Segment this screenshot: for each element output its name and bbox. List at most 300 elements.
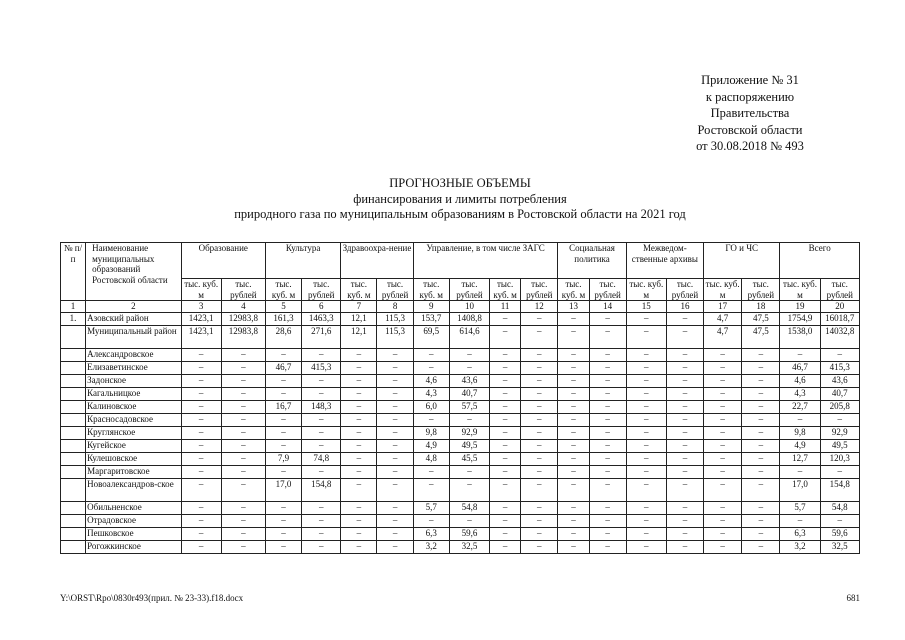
table-row (61, 439, 860, 452)
table-cell: 4,9 (780, 439, 820, 452)
table-row (61, 413, 860, 426)
column-number: 2 (86, 301, 181, 313)
header-units-row (61, 279, 860, 301)
table-cell: – (265, 413, 301, 426)
row-number (61, 540, 86, 553)
row-number: 1. (61, 312, 86, 325)
unit-volume-header: тыс. куб. м (780, 279, 820, 301)
table-cell: – (626, 501, 666, 514)
table-cell: – (626, 400, 666, 413)
appendix-line: от 30.08.2018 № 493 (696, 139, 804, 153)
table-cell: 1408,8 (449, 312, 489, 325)
table-row (61, 478, 860, 501)
row-number (61, 374, 86, 387)
table-cell: – (704, 413, 742, 426)
table-cell: – (626, 413, 666, 426)
table-cell: 57,5 (449, 400, 489, 413)
table-cell: – (558, 325, 589, 348)
table-cell: – (704, 426, 742, 439)
table-cell: – (377, 361, 413, 374)
table-cell: 415,3 (820, 361, 859, 374)
table-cell: 4,8 (413, 452, 449, 465)
table-cell: – (341, 400, 377, 413)
header-group-total: Всего (780, 243, 860, 279)
table-cell: – (490, 312, 521, 325)
table-cell: – (704, 374, 742, 387)
table-cell: – (221, 527, 265, 540)
municipality-name: Кагальницкое (86, 387, 181, 400)
table-cell: 12,1 (341, 312, 377, 325)
table-cell: – (413, 478, 449, 501)
table-row (61, 501, 860, 514)
table-cell: – (221, 400, 265, 413)
table-cell: – (521, 540, 558, 553)
table-cell: – (341, 514, 377, 527)
table-row (61, 452, 860, 465)
table-cell: – (302, 501, 341, 514)
appendix-line: Ростовской области (697, 122, 803, 137)
table-cell: – (820, 413, 859, 426)
table-cell: – (265, 465, 301, 478)
table-cell: – (181, 413, 221, 426)
table-cell: – (490, 501, 521, 514)
table-cell: 46,7 (265, 361, 301, 374)
table-cell: – (558, 387, 589, 400)
table-row (61, 465, 860, 478)
table-cell: – (490, 325, 521, 348)
table-cell: – (302, 374, 341, 387)
table-cell: – (413, 361, 449, 374)
table-cell: – (490, 413, 521, 426)
table-cell: 6,3 (413, 527, 449, 540)
table-cell: – (626, 439, 666, 452)
table-cell: 5,7 (780, 501, 820, 514)
header-groups-row (61, 243, 860, 279)
table-cell: – (490, 400, 521, 413)
table-cell: – (181, 400, 221, 413)
column-number: 8 (377, 301, 413, 313)
table-cell: – (589, 514, 626, 527)
table-cell: – (341, 465, 377, 478)
header-group-administration: Управление, в том числе ЗАГС (413, 243, 558, 279)
table-cell: – (666, 400, 703, 413)
table-cell: – (626, 361, 666, 374)
table-cell: – (704, 465, 742, 478)
table-cell: – (666, 387, 703, 400)
table-cell: – (413, 465, 449, 478)
table-cell: – (666, 514, 703, 527)
table-cell: 1423,1 (181, 325, 221, 348)
table-row (61, 374, 860, 387)
column-number: 6 (302, 301, 341, 313)
table-cell: – (742, 478, 780, 501)
table-cell: 46,7 (780, 361, 820, 374)
table-cell: 47,5 (742, 325, 780, 348)
table-cell: 1463,3 (302, 312, 341, 325)
table-cell: – (742, 452, 780, 465)
table-cell: 12,7 (780, 452, 820, 465)
table-cell: – (589, 439, 626, 452)
table-cell: – (521, 374, 558, 387)
table-cell: – (558, 478, 589, 501)
table-cell: – (521, 312, 558, 325)
table-cell: – (521, 348, 558, 361)
table-cell: – (589, 387, 626, 400)
gas-limits-table (60, 242, 860, 554)
table-cell: – (666, 501, 703, 514)
table-cell: – (181, 514, 221, 527)
table-cell: – (341, 439, 377, 452)
table-cell: 205,8 (820, 400, 859, 413)
table-cell: 154,8 (820, 478, 859, 501)
row-number (61, 514, 86, 527)
table-cell: – (449, 361, 489, 374)
table-cell: – (589, 413, 626, 426)
table-cell: – (666, 374, 703, 387)
table-cell: – (589, 540, 626, 553)
table-cell: – (521, 325, 558, 348)
table-cell: – (626, 312, 666, 325)
table-cell: – (221, 426, 265, 439)
table-cell: – (490, 361, 521, 374)
table-cell: – (589, 527, 626, 540)
table-cell: – (181, 387, 221, 400)
column-numbers-row (61, 301, 860, 313)
municipality-name: Калиновское (86, 400, 181, 413)
table-cell: – (626, 348, 666, 361)
document-title (60, 176, 860, 223)
title-line-3: природного газа по муниципальным образованиям в Ростовской области на 2021 год (234, 207, 686, 221)
table-cell: 6,0 (413, 400, 449, 413)
table-cell: 1538,0 (780, 325, 820, 348)
municipality-name: Рогожкинское (86, 540, 181, 553)
column-number: 1 (61, 301, 86, 313)
table-cell: – (490, 527, 521, 540)
header-group-archives: Межведом-ственные архивы (626, 243, 703, 279)
table-cell: 32,5 (449, 540, 489, 553)
table-cell: 9,8 (413, 426, 449, 439)
column-number: 18 (742, 301, 780, 313)
table-cell: – (521, 501, 558, 514)
table-cell: – (377, 400, 413, 413)
table-cell: – (377, 501, 413, 514)
table-cell: – (490, 426, 521, 439)
header-group-health: Здравоохра-нение (341, 243, 413, 279)
table-cell: – (265, 426, 301, 439)
table-cell: – (780, 465, 820, 478)
row-number (61, 400, 86, 413)
table-cell: – (265, 540, 301, 553)
table-cell: 69,5 (413, 325, 449, 348)
table-cell: – (589, 348, 626, 361)
table-cell: – (742, 413, 780, 426)
table-cell: 32,5 (820, 540, 859, 553)
table-cell: – (704, 514, 742, 527)
row-number (61, 387, 86, 400)
table-cell: – (626, 527, 666, 540)
table-cell: – (221, 501, 265, 514)
table-cell: – (558, 413, 589, 426)
column-number: 10 (449, 301, 489, 313)
table-cell: 4,6 (413, 374, 449, 387)
unit-money-header: тыс. рублей (521, 279, 558, 301)
table-cell: – (181, 465, 221, 478)
table-cell: 43,6 (820, 374, 859, 387)
table-cell: – (377, 426, 413, 439)
table-cell: – (780, 514, 820, 527)
table-cell: – (302, 387, 341, 400)
table-cell: – (704, 527, 742, 540)
table-cell: 59,6 (449, 527, 489, 540)
unit-volume-header: тыс. куб. м (490, 279, 521, 301)
table-cell: 12983,8 (221, 312, 265, 325)
table-cell: – (341, 501, 377, 514)
table-cell: – (666, 465, 703, 478)
column-number: 5 (265, 301, 301, 313)
table-cell: – (589, 426, 626, 439)
table-cell: – (181, 478, 221, 501)
table-cell: – (780, 348, 820, 361)
table-cell: – (589, 361, 626, 374)
table-cell: – (181, 527, 221, 540)
table-cell: – (377, 540, 413, 553)
page-number: 681 (846, 593, 860, 603)
unit-money-header: тыс. рублей (449, 279, 489, 301)
unit-money-header: тыс. рублей (221, 279, 265, 301)
table-cell: – (341, 426, 377, 439)
municipality-name: Новоалександров-ское (86, 478, 181, 501)
table-row (61, 348, 860, 361)
column-number: 13 (558, 301, 589, 313)
table-cell: – (558, 374, 589, 387)
table-cell: – (626, 514, 666, 527)
row-number (61, 501, 86, 514)
table-cell: – (780, 413, 820, 426)
table-cell: – (265, 374, 301, 387)
appendix-stamp (640, 72, 860, 155)
table-cell: – (666, 452, 703, 465)
header-group-social: Социальная политика (558, 243, 626, 279)
row-number (61, 426, 86, 439)
appendix-line: к распоряжению (705, 89, 795, 104)
table-cell: – (704, 361, 742, 374)
table-cell: – (302, 413, 341, 426)
table-cell: – (521, 514, 558, 527)
table-cell: – (742, 501, 780, 514)
table-cell: – (521, 426, 558, 439)
table-cell: 54,8 (820, 501, 859, 514)
table-cell: 6,3 (780, 527, 820, 540)
table-cell: – (265, 387, 301, 400)
table-cell: 120,3 (820, 452, 859, 465)
table-cell: – (742, 514, 780, 527)
table-cell: – (820, 465, 859, 478)
table-cell: – (181, 361, 221, 374)
table-cell: – (589, 478, 626, 501)
table-cell: – (449, 465, 489, 478)
column-number: 15 (626, 301, 666, 313)
column-number: 4 (221, 301, 265, 313)
table-cell: – (341, 478, 377, 501)
municipality-name: Елизаветинское (86, 361, 181, 374)
table-cell: – (341, 540, 377, 553)
table-cell: – (341, 452, 377, 465)
table-cell: – (666, 439, 703, 452)
table-cell: – (558, 527, 589, 540)
table-cell: – (666, 478, 703, 501)
municipality-name: Отрадовское (86, 514, 181, 527)
table-cell: – (742, 387, 780, 400)
table-cell: 4,7 (704, 312, 742, 325)
table-row (61, 514, 860, 527)
table-cell: – (521, 400, 558, 413)
table-cell: – (521, 527, 558, 540)
row-number (61, 439, 86, 452)
row-number (61, 478, 86, 501)
municipality-name: Красносадовское (86, 413, 181, 426)
municipality-name: Маргаритовское (86, 465, 181, 478)
table-cell: – (265, 527, 301, 540)
row-number (61, 465, 86, 478)
table-cell: 49,5 (449, 439, 489, 452)
table-cell: 22,7 (780, 400, 820, 413)
table-cell: – (666, 325, 703, 348)
table-cell: 92,9 (449, 426, 489, 439)
table-row (61, 426, 860, 439)
municipality-name: Кугейское (86, 439, 181, 452)
table-cell: 49,5 (820, 439, 859, 452)
table-cell: – (666, 413, 703, 426)
table-cell: 7,9 (265, 452, 301, 465)
table-cell: – (302, 540, 341, 553)
table-cell: – (742, 361, 780, 374)
header-no: № п/п (61, 243, 86, 301)
column-number: 16 (666, 301, 703, 313)
unit-volume-header: тыс. куб. м (181, 279, 221, 301)
table-cell: – (265, 514, 301, 527)
table-cell: 415,3 (302, 361, 341, 374)
table-cell: – (181, 452, 221, 465)
footer-file-path: Y:\ORST\Rpo\0830r493(прил. № 23-33).f18.docx (60, 593, 244, 603)
column-number: 9 (413, 301, 449, 313)
unit-money-header: тыс. рублей (377, 279, 413, 301)
unit-money-header: тыс. рублей (589, 279, 626, 301)
table-cell: 4,9 (413, 439, 449, 452)
table-cell: – (377, 527, 413, 540)
table-cell: – (377, 439, 413, 452)
table-cell: – (490, 465, 521, 478)
table-cell: 16018,7 (820, 312, 859, 325)
table-cell: – (704, 501, 742, 514)
table-cell: – (742, 439, 780, 452)
header-group-civil-defense: ГО и ЧС (704, 243, 780, 279)
unit-money-header: тыс. рублей (820, 279, 859, 301)
table-cell: – (449, 413, 489, 426)
table-cell: – (490, 540, 521, 553)
table-cell: – (341, 348, 377, 361)
municipality-name: Пешковское (86, 527, 181, 540)
table-cell: – (377, 374, 413, 387)
table-cell: – (626, 465, 666, 478)
table-cell: 154,8 (302, 478, 341, 501)
table-cell: 12,1 (341, 325, 377, 348)
row-number (61, 348, 86, 361)
table-cell: – (558, 361, 589, 374)
unit-money-header: тыс. рублей (666, 279, 703, 301)
table-cell: 271,6 (302, 325, 341, 348)
table-cell: 14032,8 (820, 325, 859, 348)
municipality-name: Александровское (86, 348, 181, 361)
table-cell: – (521, 413, 558, 426)
table-cell: – (377, 387, 413, 400)
table-cell: – (521, 439, 558, 452)
table-cell: – (302, 348, 341, 361)
table-body (61, 312, 860, 553)
header-name: Наименование муниципальных образований Ростовской области (86, 243, 181, 301)
municipality-name: Кулешовское (86, 452, 181, 465)
header-group-education: Образование (181, 243, 265, 279)
table-cell: 4,7 (704, 325, 742, 348)
table-cell: – (413, 348, 449, 361)
table-cell: 4,6 (780, 374, 820, 387)
table-cell: – (181, 439, 221, 452)
table-row (61, 361, 860, 374)
table-cell: – (626, 452, 666, 465)
table-cell: – (626, 374, 666, 387)
table-cell: – (558, 348, 589, 361)
column-number: 3 (181, 301, 221, 313)
table-cell: – (558, 452, 589, 465)
table-cell: – (521, 478, 558, 501)
table-cell: – (704, 400, 742, 413)
table-cell: – (490, 374, 521, 387)
table-cell: 1423,1 (181, 312, 221, 325)
column-number: 7 (341, 301, 377, 313)
table-cell: – (181, 426, 221, 439)
table-row (61, 527, 860, 540)
table-cell: 17,0 (265, 478, 301, 501)
table-cell: 40,7 (449, 387, 489, 400)
table-cell: – (341, 361, 377, 374)
table-cell: – (558, 514, 589, 527)
table-cell: 1754,9 (780, 312, 820, 325)
table-cell: – (265, 348, 301, 361)
table-cell: – (704, 478, 742, 501)
column-number: 12 (521, 301, 558, 313)
table-cell: – (666, 527, 703, 540)
row-number (61, 361, 86, 374)
table-cell: – (558, 312, 589, 325)
column-number: 11 (490, 301, 521, 313)
unit-volume-header: тыс. куб. м (704, 279, 742, 301)
table-cell: – (490, 514, 521, 527)
column-number: 19 (780, 301, 820, 313)
table-cell: – (302, 426, 341, 439)
table-cell: – (490, 452, 521, 465)
table-cell: 3,2 (780, 540, 820, 553)
table-cell: – (589, 400, 626, 413)
table-cell: – (626, 387, 666, 400)
unit-money-header: тыс. рублей (742, 279, 780, 301)
table-cell: – (589, 501, 626, 514)
table-cell: – (377, 348, 413, 361)
table-cell: – (589, 465, 626, 478)
table-cell: – (221, 452, 265, 465)
unit-volume-header: тыс. куб. м (341, 279, 377, 301)
municipality-name: Обильненское (86, 501, 181, 514)
table-cell: 16,7 (265, 400, 301, 413)
table-cell: 40,7 (820, 387, 859, 400)
